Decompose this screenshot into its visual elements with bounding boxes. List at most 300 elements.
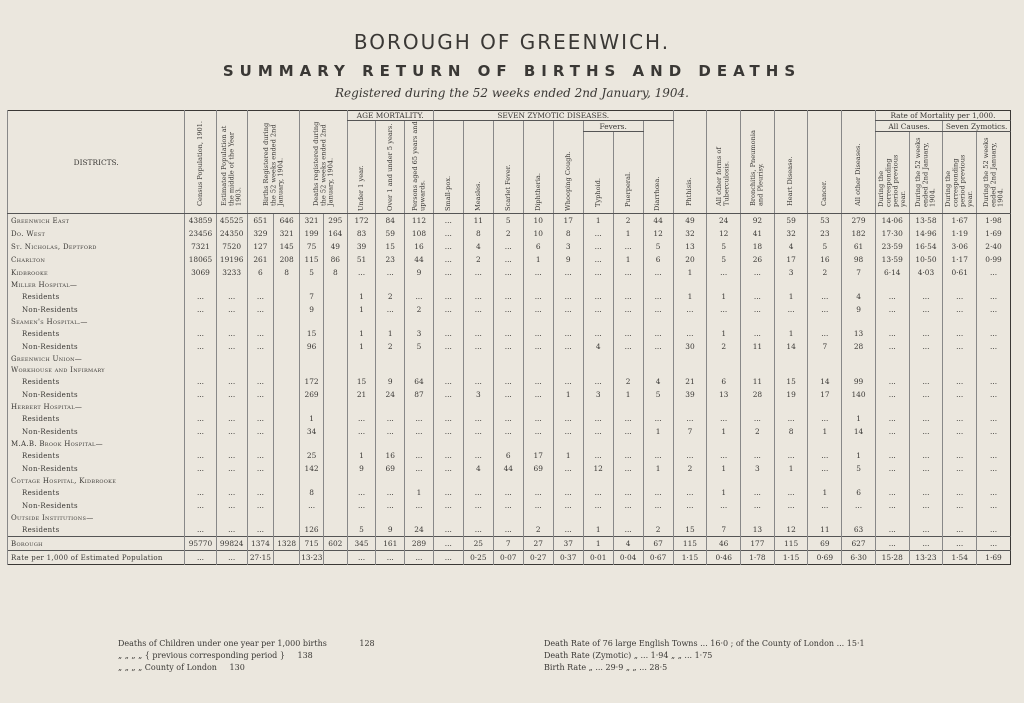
value-cell: 6·30: [842, 551, 876, 565]
value-cell: 1·15: [673, 551, 707, 565]
value-cell: ...: [943, 523, 977, 537]
value-cell: [274, 462, 300, 475]
empty-cell: [216, 364, 247, 375]
value-cell: ...: [707, 499, 741, 512]
value-cell: ...: [523, 327, 553, 340]
value-cell: 177: [741, 537, 775, 551]
value-cell: 87: [405, 388, 434, 401]
value-cell: ...: [875, 388, 909, 401]
empty-cell: [943, 364, 977, 375]
value-cell: [323, 412, 347, 425]
value-cell: 86: [323, 253, 347, 266]
district-name: Greenwich East: [8, 214, 185, 228]
value-cell: ...: [673, 499, 707, 512]
value-cell: 16: [405, 240, 434, 253]
value-cell: ...: [977, 486, 1011, 499]
value-cell: ...: [247, 499, 273, 512]
value-cell: ...: [185, 425, 216, 438]
value-cell: 13·59: [875, 253, 909, 266]
empty-cell: [673, 353, 707, 364]
footer-r2: Death Rate (Zymotic) „ ... 1·94 „ „ ... 1·75: [544, 651, 713, 660]
all-causes-header: All Causes.: [875, 121, 942, 132]
value-cell: 0·07: [493, 551, 523, 565]
census-header: Census Population, 1901.: [195, 121, 204, 206]
value-cell: 84: [376, 214, 405, 228]
value-cell: 24: [376, 388, 405, 401]
value-cell: ...: [583, 266, 613, 279]
value-cell: 3: [774, 266, 808, 279]
value-cell: ...: [741, 303, 775, 316]
empty-cell: [433, 279, 463, 290]
empty-cell: [216, 279, 247, 290]
empty-cell: [185, 475, 216, 486]
empty-cell: [707, 438, 741, 449]
value-cell: ...: [583, 486, 613, 499]
value-cell: ...: [433, 214, 463, 228]
value-cell: ...: [643, 327, 673, 340]
registered-subtitle: Registered during the 52 weeks ended 2nd January, 1904.: [335, 86, 689, 100]
value-cell: ...: [553, 266, 583, 279]
empty-cell: [493, 438, 523, 449]
empty-cell: [463, 475, 493, 486]
empty-cell: [523, 353, 553, 364]
value-cell: ...: [943, 499, 977, 512]
value-cell: 715: [300, 537, 324, 551]
empty-cell: [553, 438, 583, 449]
value-cell: 2: [493, 227, 523, 240]
empty-cell: [808, 364, 842, 375]
value-cell: ...: [875, 537, 909, 551]
empty-cell: [347, 475, 376, 486]
value-cell: 7321: [185, 240, 216, 253]
value-cell: ...: [875, 499, 909, 512]
value-cell: 45525: [216, 214, 247, 228]
value-cell: ...: [707, 266, 741, 279]
district-name: Residents: [8, 449, 185, 462]
empty-cell: [493, 512, 523, 523]
value-cell: ...: [523, 340, 553, 353]
empty-cell: [493, 475, 523, 486]
value-cell: ...: [875, 327, 909, 340]
value-cell: ...: [943, 375, 977, 388]
empty-cell: [741, 316, 775, 327]
empty-cell: [376, 512, 405, 523]
empty-cell: [185, 364, 216, 375]
value-cell: ...: [347, 266, 376, 279]
value-cell: 112: [405, 214, 434, 228]
value-cell: 164: [323, 227, 347, 240]
value-cell: 2: [376, 290, 405, 303]
value-cell: [274, 327, 300, 340]
value-cell: [274, 523, 300, 537]
empty-cell: [875, 401, 909, 412]
value-cell: ...: [741, 327, 775, 340]
empty-cell: [583, 401, 613, 412]
value-cell: 1: [673, 266, 707, 279]
empty-cell: [376, 401, 405, 412]
section-heading-row: [8, 364, 1011, 375]
value-cell: [274, 551, 300, 565]
district-name: Miller Hospital—: [8, 279, 185, 290]
value-cell: ...: [875, 375, 909, 388]
value-cell: 15·28: [875, 551, 909, 565]
value-cell: 1: [376, 327, 405, 340]
value-cell: ...: [707, 449, 741, 462]
empty-cell: [643, 401, 673, 412]
empty-cell: [433, 353, 463, 364]
value-cell: 69: [808, 537, 842, 551]
empty-cell: [405, 475, 434, 486]
empty-cell: [943, 279, 977, 290]
value-cell: ...: [405, 462, 434, 475]
empty-cell: [842, 316, 876, 327]
value-cell: ...: [583, 303, 613, 316]
empty-cell: [909, 512, 943, 523]
table-row: [8, 523, 1011, 537]
empty-cell: [185, 401, 216, 412]
value-cell: ...: [553, 499, 583, 512]
value-cell: 8: [774, 425, 808, 438]
value-cell: 5: [643, 240, 673, 253]
empty-cell: [909, 364, 943, 375]
value-cell: ...: [216, 412, 247, 425]
value-cell: ...: [909, 462, 943, 475]
value-cell: 2: [523, 523, 553, 537]
empty-cell: [842, 279, 876, 290]
empty-cell: [909, 401, 943, 412]
empty-cell: [323, 364, 347, 375]
empty-cell: [347, 364, 376, 375]
value-cell: ...: [943, 537, 977, 551]
empty-cell: [433, 316, 463, 327]
value-cell: 8: [274, 266, 300, 279]
empty-cell: [977, 512, 1011, 523]
value-cell: ...: [909, 340, 943, 353]
empty-cell: [433, 401, 463, 412]
value-cell: 2: [707, 340, 741, 353]
value-cell: 12: [583, 462, 613, 475]
value-cell: 3: [553, 240, 583, 253]
puerperal-header: Puerperal.: [623, 171, 632, 207]
value-cell: ...: [943, 340, 977, 353]
empty-cell: [842, 353, 876, 364]
empty-cell: [774, 401, 808, 412]
value-cell: 21: [347, 388, 376, 401]
value-cell: 2: [405, 303, 434, 316]
empty-cell: [523, 279, 553, 290]
value-cell: 1: [774, 327, 808, 340]
value-cell: ...: [741, 290, 775, 303]
value-cell: 75: [300, 240, 324, 253]
value-cell: [274, 375, 300, 388]
footer-l1-value: 128: [359, 639, 375, 648]
empty-cell: [808, 438, 842, 449]
value-cell: ...: [707, 412, 741, 425]
value-cell: 126: [300, 523, 324, 537]
value-cell: ...: [943, 412, 977, 425]
value-cell: 1: [553, 449, 583, 462]
value-cell: 24350: [216, 227, 247, 240]
value-cell: ...: [493, 327, 523, 340]
value-cell: 1: [523, 253, 553, 266]
value-cell: ...: [613, 449, 643, 462]
value-cell: ...: [493, 340, 523, 353]
value-cell: ...: [583, 412, 613, 425]
value-cell: 1·67: [943, 214, 977, 228]
footer-right: [544, 638, 865, 674]
empty-cell: [493, 316, 523, 327]
value-cell: ...: [493, 425, 523, 438]
empty-cell: [977, 279, 1011, 290]
empty-cell: [405, 279, 434, 290]
value-cell: 279: [842, 214, 876, 228]
value-cell: ...: [523, 290, 553, 303]
value-cell: ...: [247, 327, 273, 340]
estimated-header: Estimated Population at the middle of the Year 1903.: [219, 125, 243, 206]
empty-cell: [977, 316, 1011, 327]
empty-cell: [977, 364, 1011, 375]
value-cell: 208: [274, 253, 300, 266]
value-cell: 98: [842, 253, 876, 266]
value-cell: 2: [613, 375, 643, 388]
empty-cell: [274, 353, 300, 364]
value-cell: 6: [842, 486, 876, 499]
value-cell: 145: [274, 240, 300, 253]
value-cell: 321: [274, 227, 300, 240]
value-cell: ...: [433, 375, 463, 388]
empty-cell: [247, 438, 273, 449]
value-cell: 28: [842, 340, 876, 353]
empty-cell: [673, 512, 707, 523]
value-cell: 1: [643, 462, 673, 475]
value-cell: ...: [673, 486, 707, 499]
value-cell: 11: [463, 214, 493, 228]
footer-l3: „ „ „ „ County of London: [118, 663, 217, 672]
empty-cell: [808, 401, 842, 412]
value-cell: ...: [405, 425, 434, 438]
value-cell: 1: [673, 290, 707, 303]
value-cell: 115: [300, 253, 324, 266]
value-cell: ...: [808, 462, 842, 475]
value-cell: ...: [463, 266, 493, 279]
value-cell: 18: [741, 240, 775, 253]
value-cell: ...: [523, 388, 553, 401]
empty-cell: [323, 475, 347, 486]
table-row: [8, 290, 1011, 303]
value-cell: ...: [247, 375, 273, 388]
value-cell: 13: [741, 523, 775, 537]
value-cell: ...: [553, 375, 583, 388]
value-cell: 1: [842, 412, 876, 425]
value-cell: 2·40: [977, 240, 1011, 253]
value-cell: ...: [909, 537, 943, 551]
value-cell: [323, 425, 347, 438]
empty-cell: [523, 475, 553, 486]
section-heading-row: [8, 438, 1011, 449]
value-cell: ...: [943, 425, 977, 438]
value-cell: [323, 523, 347, 537]
empty-cell: [673, 364, 707, 375]
section-heading-row: [8, 475, 1011, 486]
value-cell: ...: [583, 375, 613, 388]
district-name: Non-Residents: [8, 425, 185, 438]
value-cell: ...: [977, 303, 1011, 316]
empty-cell: [707, 401, 741, 412]
district-name: Residents: [8, 412, 185, 425]
table-row: [8, 266, 1011, 279]
value-cell: 21: [673, 375, 707, 388]
value-cell: ...: [523, 499, 553, 512]
tubercular-header: All other forms of Tuberculosis.: [715, 147, 731, 206]
value-cell: 1: [347, 303, 376, 316]
value-cell: ...: [808, 412, 842, 425]
value-cell: ...: [463, 486, 493, 499]
table-row: [8, 375, 1011, 388]
value-cell: ...: [405, 290, 434, 303]
value-cell: 49: [673, 214, 707, 228]
value-cell: ...: [185, 412, 216, 425]
empty-cell: [583, 364, 613, 375]
value-cell: ...: [376, 486, 405, 499]
empty-cell: [274, 401, 300, 412]
empty-cell: [553, 353, 583, 364]
value-cell: 261: [247, 253, 273, 266]
value-cell: 39: [347, 240, 376, 253]
corr-prev1-header: During the corresponding period previous year.: [876, 154, 907, 207]
value-cell: ...: [977, 412, 1011, 425]
value-cell: ...: [943, 486, 977, 499]
value-cell: ...: [875, 290, 909, 303]
value-cell: 83: [347, 227, 376, 240]
empty-cell: [493, 364, 523, 375]
heart-header: Heart Disease.: [786, 156, 795, 206]
value-cell: 1·17: [943, 253, 977, 266]
value-cell: 140: [842, 388, 876, 401]
empty-cell: [463, 316, 493, 327]
value-cell: ...: [185, 486, 216, 499]
empty-cell: [553, 279, 583, 290]
district-name: Cottage Hospital, Kidbrooke: [8, 475, 185, 486]
value-cell: 15: [376, 240, 405, 253]
empty-cell: [323, 512, 347, 523]
value-cell: [323, 462, 347, 475]
footer-r1: Death Rate of 76 large English Towns ... 16·0 ; of the County of London ... 15·1: [544, 639, 865, 648]
value-cell: [323, 327, 347, 340]
district-name: Residents: [8, 290, 185, 303]
value-cell: ...: [943, 327, 977, 340]
empty-cell: [643, 353, 673, 364]
value-cell: ...: [523, 303, 553, 316]
value-cell: ...: [741, 486, 775, 499]
district-name: Residents: [8, 375, 185, 388]
empty-cell: [433, 475, 463, 486]
value-cell: 4: [463, 462, 493, 475]
empty-cell: [216, 438, 247, 449]
value-cell: ...: [185, 375, 216, 388]
empty-cell: [707, 364, 741, 375]
value-cell: 172: [347, 214, 376, 228]
measles-header: Measles.: [473, 181, 482, 211]
value-cell: 9: [300, 303, 324, 316]
value-cell: 95770: [185, 537, 216, 551]
value-cell: ...: [216, 303, 247, 316]
table-row: [8, 462, 1011, 475]
value-cell: 1: [643, 425, 673, 438]
value-cell: [323, 290, 347, 303]
during1-header: During the 52 weeks ended 2nd January, 1904.: [914, 137, 937, 207]
value-cell: ...: [185, 388, 216, 401]
value-cell: 1: [347, 327, 376, 340]
value-cell: 13: [673, 240, 707, 253]
empty-cell: [553, 364, 583, 375]
value-cell: ...: [977, 425, 1011, 438]
value-cell: ...: [643, 340, 673, 353]
value-cell: 13: [707, 388, 741, 401]
empty-cell: [909, 353, 943, 364]
value-cell: ...: [553, 425, 583, 438]
value-cell: 9: [347, 462, 376, 475]
value-cell: 5: [842, 462, 876, 475]
value-cell: 26: [741, 253, 775, 266]
empty-cell: [405, 316, 434, 327]
value-cell: 14·06: [875, 214, 909, 228]
value-cell: 1328: [274, 537, 300, 551]
value-cell: ...: [741, 449, 775, 462]
value-cell: 8: [323, 266, 347, 279]
value-cell: ...: [774, 486, 808, 499]
section-heading-row: [8, 401, 1011, 412]
table-row: [8, 551, 1011, 565]
value-cell: ...: [433, 537, 463, 551]
value-cell: 14·96: [909, 227, 943, 240]
deaths-header: Deaths registered during the 52 weeks ended 2nd January, 1904.: [311, 121, 335, 206]
empty-cell: [875, 364, 909, 375]
value-cell: ...: [613, 523, 643, 537]
value-cell: ...: [909, 486, 943, 499]
value-cell: 7: [300, 290, 324, 303]
value-cell: ...: [553, 523, 583, 537]
value-cell: 14: [842, 425, 876, 438]
empty-cell: [185, 279, 216, 290]
table-row: [8, 388, 1011, 401]
empty-cell: [463, 512, 493, 523]
value-cell: 32: [673, 227, 707, 240]
value-cell: 1: [553, 388, 583, 401]
value-cell: ...: [643, 499, 673, 512]
value-cell: ...: [493, 290, 523, 303]
empty-cell: [643, 438, 673, 449]
value-cell: 7520: [216, 240, 247, 253]
district-name: Non-Residents: [8, 462, 185, 475]
value-cell: 14: [808, 375, 842, 388]
value-cell: ...: [185, 499, 216, 512]
value-cell: 9: [376, 523, 405, 537]
value-cell: ...: [376, 425, 405, 438]
value-cell: ...: [463, 412, 493, 425]
value-cell: 1: [774, 462, 808, 475]
value-cell: ...: [673, 327, 707, 340]
empty-cell: [613, 512, 643, 523]
empty-cell: [613, 353, 643, 364]
value-cell: 69: [376, 462, 405, 475]
empty-cell: [185, 353, 216, 364]
value-cell: ...: [875, 412, 909, 425]
empty-cell: [943, 401, 977, 412]
summary-table: [7, 110, 1011, 565]
value-cell: ...: [875, 303, 909, 316]
empty-cell: [842, 364, 876, 375]
district-name: Seamen's Hospital.—: [8, 316, 185, 327]
